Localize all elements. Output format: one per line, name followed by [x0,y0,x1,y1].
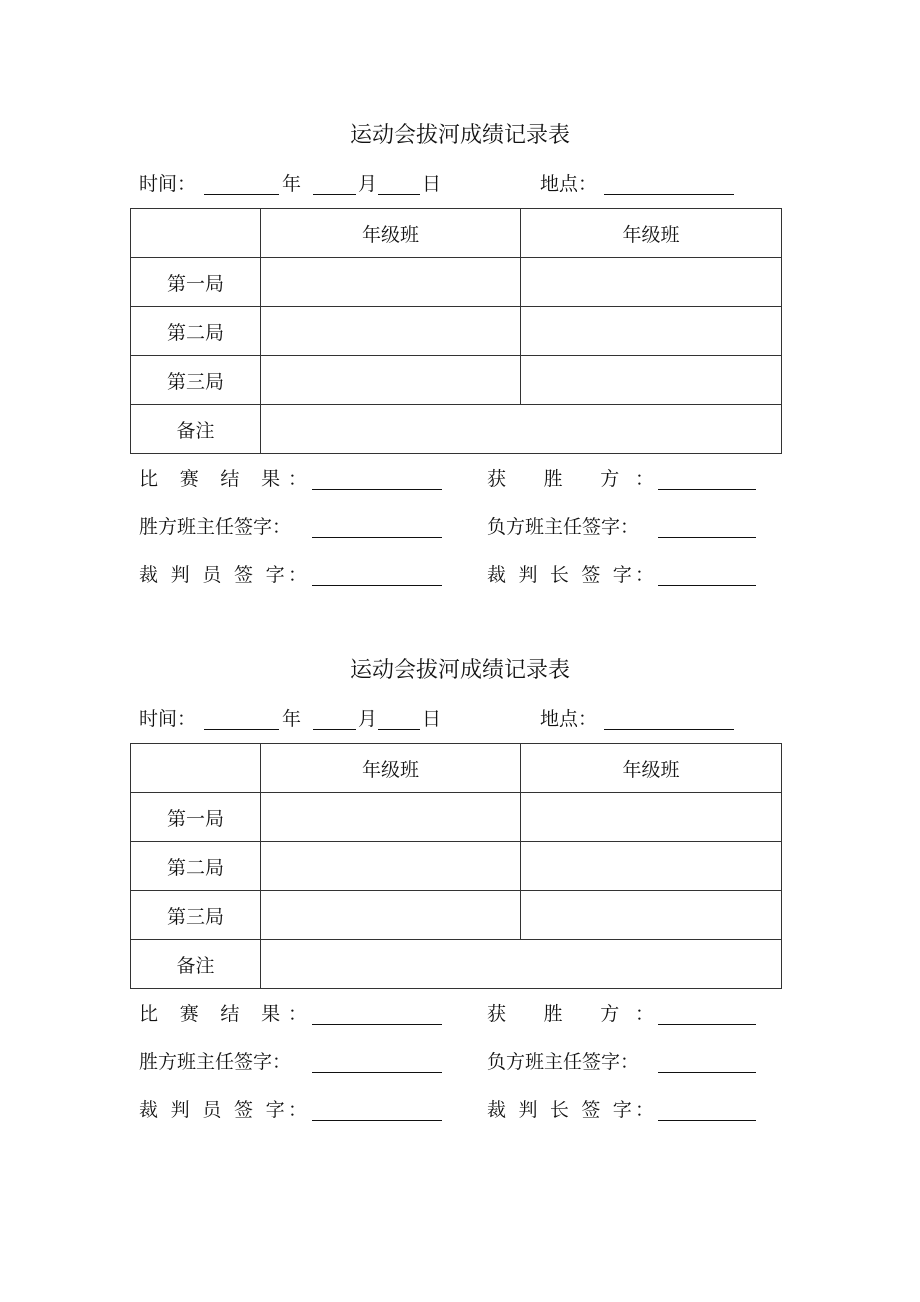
lose-teacher-label: 负方班主任签字： [487,1051,640,1073]
time-label: 时间： [139,708,197,730]
chief-label: 裁 判 长 签 字： [487,1099,654,1121]
lose-teacher-label: 负方班主任签字： [487,516,640,538]
score-table [130,743,782,989]
grade-label: 年级 [622,758,661,781]
team-a-header[interactable] [261,744,521,793]
team-b-header[interactable] [521,209,782,258]
result-blank[interactable] [312,489,442,490]
grade-label: 年级 [361,758,400,781]
team-a-score-cell[interactable] [261,793,521,842]
time-label: 时间： [139,173,197,195]
team-b-score-cell[interactable] [521,891,782,940]
day-blank[interactable] [378,729,420,730]
class-label: 班 [400,223,420,246]
day-blank[interactable] [378,194,420,195]
day-label: 日 [422,173,442,195]
winner-blank[interactable] [658,1024,756,1025]
class-label: 班 [400,758,420,781]
chief-label: 裁 判 长 签 字： [487,564,654,586]
win-teacher-label: 胜方班主任签字： [139,1051,292,1073]
chief-blank[interactable] [658,1120,756,1121]
table-row [131,891,782,940]
class-label: 班 [660,758,680,781]
table-row [131,793,782,842]
place-blank[interactable] [604,194,734,195]
team-a-score-cell[interactable] [261,356,521,405]
table-header-row [131,744,782,793]
month-blank[interactable] [313,729,356,730]
place-label: 地点： [540,173,598,195]
team-b-score-cell[interactable] [521,307,782,356]
remark-label: 备注 [131,405,261,454]
result-label: 比 赛 结 果： [139,1003,307,1025]
month-label: 月 [358,708,378,730]
referee-blank[interactable] [312,1120,442,1121]
win-teacher-blank[interactable] [312,1072,442,1073]
form-title: 运动会拔河成绩记录表 [349,658,570,683]
winner-blank[interactable] [658,489,756,490]
referee-label: 裁 判 员 签 字： [139,564,307,586]
year-label: 年 [282,173,302,195]
month-blank[interactable] [313,194,356,195]
win-teacher-label: 胜方班主任签字： [139,516,292,538]
year-label: 年 [282,708,302,730]
team-b-header[interactable] [521,744,782,793]
corner-cell [131,744,261,793]
team-a-score-cell[interactable] [261,842,521,891]
team-a-score-cell[interactable] [261,307,521,356]
place-blank[interactable] [604,729,734,730]
month-label: 月 [358,173,378,195]
remark-label: 备注 [131,940,261,989]
team-b-score-cell[interactable] [521,793,782,842]
table-row [131,356,782,405]
table-row [131,405,782,454]
team-b-score-cell[interactable] [521,842,782,891]
record-form-1 [0,0,920,586]
round-label: 第三局 [131,356,261,405]
round-label: 第一局 [131,258,261,307]
team-a-score-cell[interactable] [261,891,521,940]
lose-teacher-blank[interactable] [658,1072,756,1073]
round-label: 第二局 [131,307,261,356]
team-b-score-cell[interactable] [521,258,782,307]
team-b-score-cell[interactable] [521,356,782,405]
table-row [131,258,782,307]
day-label: 日 [422,708,442,730]
table-row [131,940,782,989]
grade-label: 年级 [361,223,400,246]
class-label: 班 [660,223,680,246]
round-label: 第三局 [131,891,261,940]
score-table [130,208,782,454]
place-label: 地点： [540,708,598,730]
team-a-score-cell[interactable] [261,258,521,307]
result-blank[interactable] [312,1024,442,1025]
year-blank[interactable] [204,729,279,730]
round-label: 第二局 [131,842,261,891]
table-row [131,842,782,891]
winner-label: 获 胜 方： [487,1003,654,1025]
grade-label: 年级 [622,223,661,246]
form-title: 运动会拔河成绩记录表 [349,123,570,148]
winner-label: 获 胜 方： [487,468,654,490]
corner-cell [131,209,261,258]
table-header-row [131,209,782,258]
remark-cell[interactable] [261,940,782,989]
year-blank[interactable] [204,194,279,195]
round-label: 第一局 [131,793,261,842]
team-a-header[interactable] [261,209,521,258]
referee-label: 裁 判 员 签 字： [139,1099,307,1121]
table-row [131,307,782,356]
remark-cell[interactable] [261,405,782,454]
result-label: 比 赛 结 果： [139,468,307,490]
record-form-2 [0,535,920,1121]
